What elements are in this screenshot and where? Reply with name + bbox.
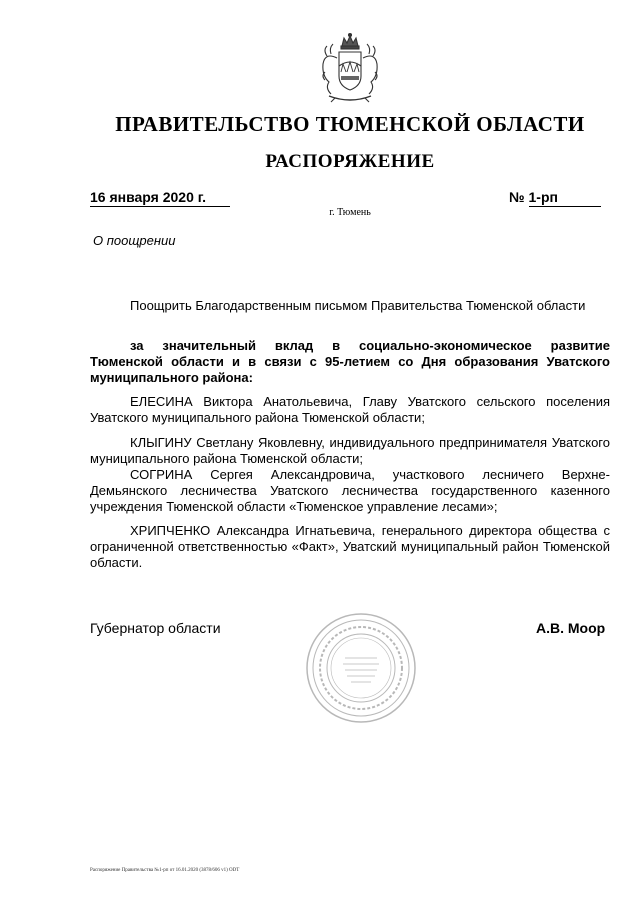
- awardee-text: ХРИПЧЕНКО Александра Игнатьевича, генерального директора общества с ограниченной ответственностью «Факт», Уватский муниципальный район Тюменской области.: [90, 523, 610, 570]
- awardee-item: [90, 435, 610, 467]
- intro-text: Поощрить Благодарственным письмом Правительства Тюменской области: [130, 298, 586, 313]
- coat-of-arms-emblem: [313, 32, 387, 106]
- footer-note: Распоряжение Правительства №1-рп от 16.01.2020 (3878/606 v1) ODT: [90, 868, 240, 873]
- document-date: 16 января 2020 г.: [90, 189, 230, 207]
- signatory-name: А.В. Моор: [536, 620, 606, 636]
- official-seal: [305, 612, 417, 724]
- document-subject: О поощрении: [93, 233, 176, 248]
- number-sign: №: [509, 189, 525, 205]
- awardee-item: [90, 523, 610, 571]
- document-type: РАСПОРЯЖЕНИЕ: [265, 151, 435, 172]
- document-city: г. Тюмень: [329, 207, 371, 218]
- signatory-position: Губернатор области: [90, 620, 221, 636]
- document-number: [509, 189, 605, 207]
- awardee-text: ЕЛЕСИНА Виктора Анатольевича, Главу Уватского сельского поселения Уватского муниципального района Тюменской области;: [90, 394, 610, 425]
- number-value: 1-рп: [529, 189, 601, 207]
- awardee-item: [90, 467, 610, 515]
- awardee-text: КЛЫГИНУ Светлану Яковлевну, индивидуального предпринимателя Уватского муниципального района Тюменской области;: [90, 435, 610, 466]
- awardee-text: СОГРИНА Сергея Александровича, участкового лесничего Верхне-Демьянского лесничества Уватского лесничества государственного казенного учреждения Тюменской области «Тюменское управление лесами»;: [90, 467, 610, 514]
- intro-paragraph: [90, 298, 610, 314]
- reason-paragraph: [90, 338, 610, 386]
- reason-text: за значительный вклад в социально-экономическое развитие Тюменской области и в связи с 95-летием со Дня образования Уватского муниципального района:: [90, 338, 610, 385]
- awardee-item: [90, 394, 610, 426]
- government-title: ПРАВИТЕЛЬСТВО ТЮМЕНСКОЙ ОБЛАСТИ: [115, 112, 585, 136]
